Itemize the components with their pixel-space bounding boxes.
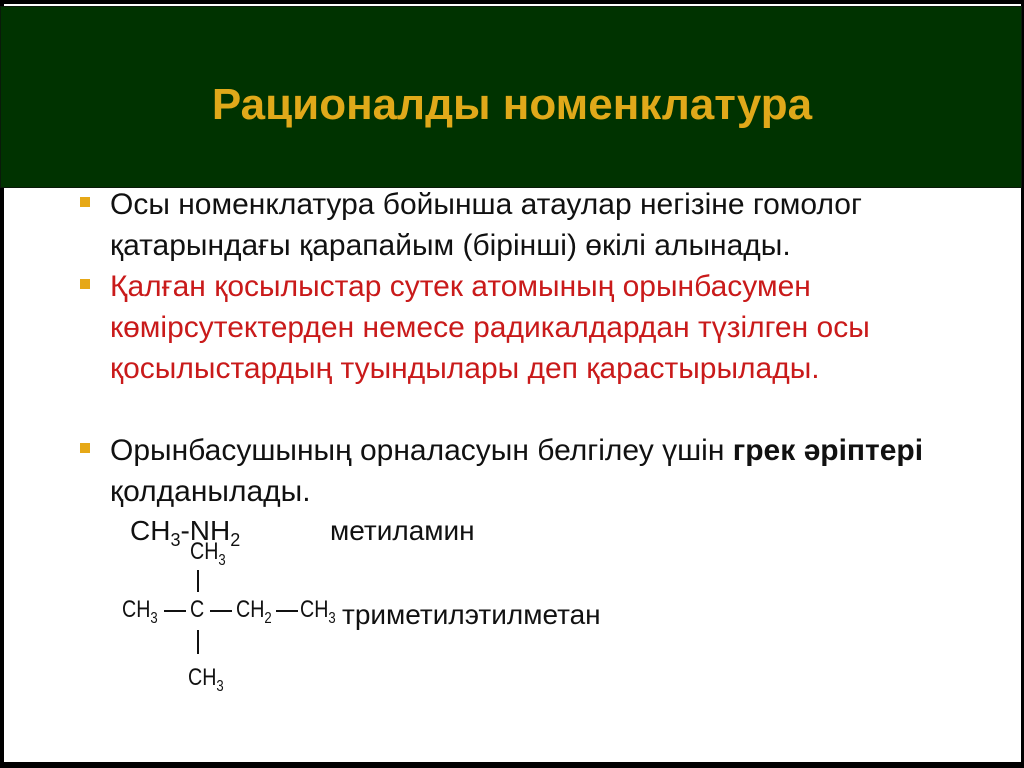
bottom-methyl	[188, 664, 224, 701]
bottom-sub: 3	[216, 678, 224, 695]
bullet-3-text-after: қолданылады.	[110, 475, 311, 508]
bottom-ch: CH	[188, 664, 217, 691]
methylamine-name: метиламин	[330, 515, 475, 546]
slide-title: Рационалды номенклатура	[211, 80, 813, 129]
ch2-ch: CH	[236, 596, 265, 623]
bond-top	[197, 570, 199, 592]
ch2-group	[236, 596, 272, 633]
right-ch: CH	[300, 596, 329, 623]
top-ch: CH	[190, 538, 219, 565]
formula-ch: CH	[130, 515, 171, 546]
bullet-3-text-before: Орынбасушының орналасуын белгілеу үшін	[110, 434, 733, 467]
formula-nh-sub: 2	[230, 530, 241, 550]
formula-ch-sub: 3	[170, 530, 181, 550]
right-sub: 3	[328, 610, 336, 627]
right-methyl	[300, 596, 336, 633]
bullet-1-text: Осы номенклатура бойынша атаулар негізіне гомолог қатарындағы қарапайым (бірінші) өкілі алынады.	[110, 188, 862, 262]
bond-right-1	[210, 610, 232, 612]
bullet-2-text: Қалған қосылыстар сутек атомының орынбасумен көмірсутектерден немесе радикалдардан түзілген осы қосылыстардың туындылары деп қарастырылады.	[110, 270, 870, 385]
ch2-sub: 2	[264, 610, 272, 627]
left-ch: CH	[122, 596, 151, 623]
bullet-marker-icon	[80, 443, 90, 453]
bullet-3	[110, 430, 930, 512]
bullet-marker-icon	[80, 197, 90, 207]
left-methyl	[122, 596, 158, 633]
bullet-marker-icon	[80, 279, 90, 289]
trimethylethylmethane-name: триметилэтилметан	[342, 599, 601, 630]
center-carbon: C	[190, 596, 205, 623]
top-methyl	[190, 538, 226, 575]
bond-right-2	[276, 610, 298, 612]
top-sub: 3	[218, 552, 226, 569]
formula-nh: -NH	[180, 515, 231, 546]
bullet-2	[110, 266, 930, 389]
bond-left	[164, 610, 186, 612]
left-sub: 3	[150, 610, 158, 627]
bullet-1	[110, 184, 930, 266]
bond-bottom	[197, 630, 199, 654]
bullet-3-bold: грек әріптері	[732, 434, 924, 467]
title-bar	[0, 6, 1022, 188]
